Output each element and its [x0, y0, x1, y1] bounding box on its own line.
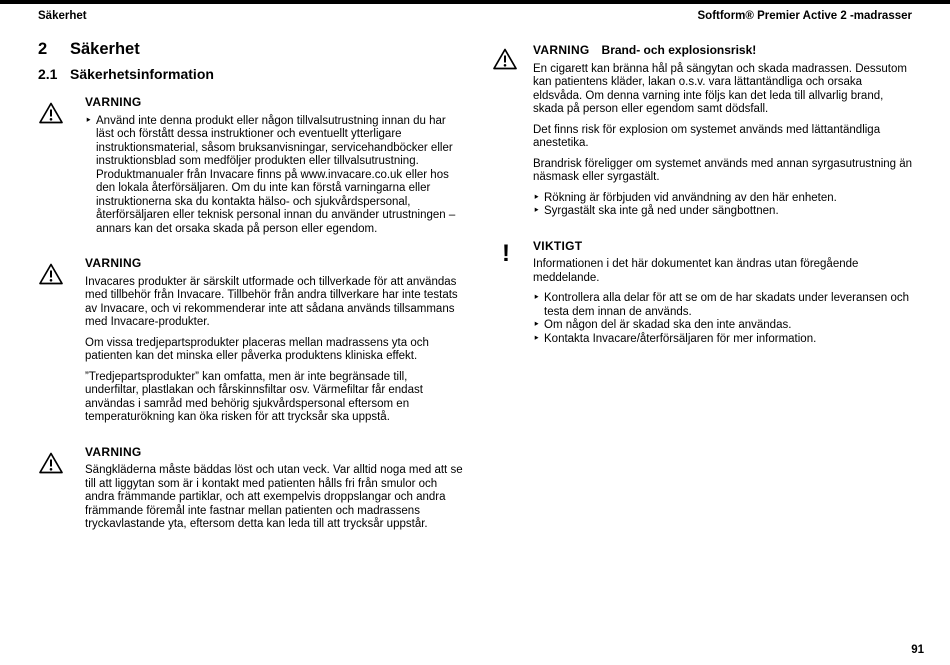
warning-paragraph: Det finns risk för explosion om systemet används med lättantändliga anestetika.: [533, 123, 881, 149]
warning-bullet: ‣ Rökning är förbjuden vid användning av den här enheten.: [533, 192, 914, 206]
warning-bullet: ‣ Syrgastält ska inte gå ned under sängbottnen.: [533, 205, 914, 219]
important-bullet-list: [533, 292, 914, 346]
warning-hazard-title: Brand- och explosionsrisk!: [601, 43, 757, 57]
warning-paragraph: Om vissa tredjepartsprodukter placeras mellan madrassens yta och patienten kan det minska eller påverka produktens kliniska effekt.: [85, 336, 429, 362]
warning-paragraph: En cigarett kan bränna hål på sängytan och skada madrassen. Dessutom kan patientens kläder, lakan o.s.v. vara lättantändliga och orsaka eldsvåda. Om denna varning inte följs kan det leda till allvarlig brand, skada på person eller egendom samt dödsfall.: [533, 62, 907, 115]
warning-block-fire: [492, 44, 914, 219]
page-number: 91: [911, 644, 924, 656]
warning-paragraph: ”Tredjepartsprodukter” kan omfatta, men är inte begränsade till, underfiltar, plastlakan och fårskinnsfiltar osv. Värmefiltar får endast användas i samråd med behörig sjukvårdspersonal eftersom en temperaturökning kan öka risken för att trycksår ska uppstå.: [85, 370, 423, 423]
subsection-heading: [38, 66, 464, 83]
right-column: [492, 44, 914, 367]
warning-paragraph: Sängkläderna måste bäddas löst och utan veck. Var alltid noga med att se till att liggytan som är i kontakt med patienten hålls fri från smulor och andra främmande partiklar, och att exempelvis droppslangar och andra främmande föremål inte fastnar mellan patienten och madrassens tryckavlastande yta, eftersom detta kan leda till att trycksår uppstår.: [85, 464, 463, 530]
warning-triangle-icon: [492, 44, 533, 219]
section-number: 2: [38, 40, 48, 58]
warning-paragraph: Invacares produkter är särskilt utformade och tillverkade för att användas med tillbehör från Invacare. Tillbehör från andra tillverkare har inte testats av Invacare, och vi rekommenderar inte att sådana används tillsammans med Invacare-produkter.: [85, 275, 458, 328]
top-border: [0, 0, 950, 4]
important-block: [492, 240, 914, 347]
running-header: [38, 10, 912, 22]
important-body: [533, 240, 914, 347]
important-icon: !: [502, 239, 510, 267]
warning-bullet-list: [533, 192, 914, 219]
warning-label-row: [533, 44, 914, 58]
warning-body: [533, 44, 914, 219]
warning-block-3: [38, 446, 464, 532]
warning-block-2: [38, 257, 464, 425]
warning-body: [85, 446, 464, 532]
warning-label: VARNING: [85, 256, 142, 270]
left-column: [38, 40, 464, 553]
warning-paragraph: Brandrisk föreligger om systemet används med annan syrgasutrustning än näsmask eller syrgastält.: [533, 157, 913, 183]
important-label: VIKTIGT: [533, 238, 583, 253]
warning-body: [85, 96, 464, 236]
important-paragraph: Informationen i det här dokumentet kan ändras utan föregående meddelande.: [533, 258, 859, 284]
warning-bullet: ‣ Använd inte denna produkt eller någon tillvalsutrustning innan du har läst och förstått dessa instruktioner och eventuellt ytterligare instruktionsmaterial, såsom bruksanvisningar, servicehandböcker eller instruktionsblad som medföljer produkten eller tillvalsutrustning. Produktmanualer från Invacare finns på www.invacare.co.uk eller hos den lokala återförsäljaren. Om du inte kan förstå varningarna eller instruktionerna ska du kontakta hälso- och sjukvårdspersonal, återförsäljaren eller teknisk personal innan du använder utrustningen – annars kan det orsaka skada på person eller egendom.: [85, 115, 464, 237]
warning-label: VARNING: [85, 95, 142, 109]
header-section-title: Säkerhet: [38, 10, 87, 22]
section-title: Säkerhet: [70, 40, 140, 58]
subsection-title: Säkerhetsinformation: [70, 66, 214, 82]
warning-body: [85, 257, 464, 425]
header-product-title: Softform® Premier Active 2 -madrasser: [697, 10, 912, 22]
warning-triangle-icon: [38, 96, 85, 236]
warning-bullet-list: [85, 115, 464, 237]
subsection-number: 2.1: [38, 66, 58, 82]
important-bullet: ‣ Om någon del är skadad ska den inte användas.: [533, 319, 914, 333]
warning-block-1: [38, 96, 464, 236]
warning-label: VARNING: [533, 43, 590, 57]
section-heading: [38, 40, 464, 59]
warning-triangle-icon: [38, 446, 85, 532]
warning-triangle-icon: [38, 257, 85, 425]
important-bullet: ‣ Kontrollera alla delar för att se om de har skadats under leveransen och testa dem innan de används.: [533, 292, 914, 319]
important-bullet: ‣ Kontakta Invacare/återförsäljaren för mer information.: [533, 333, 914, 347]
warning-label: VARNING: [85, 444, 142, 459]
